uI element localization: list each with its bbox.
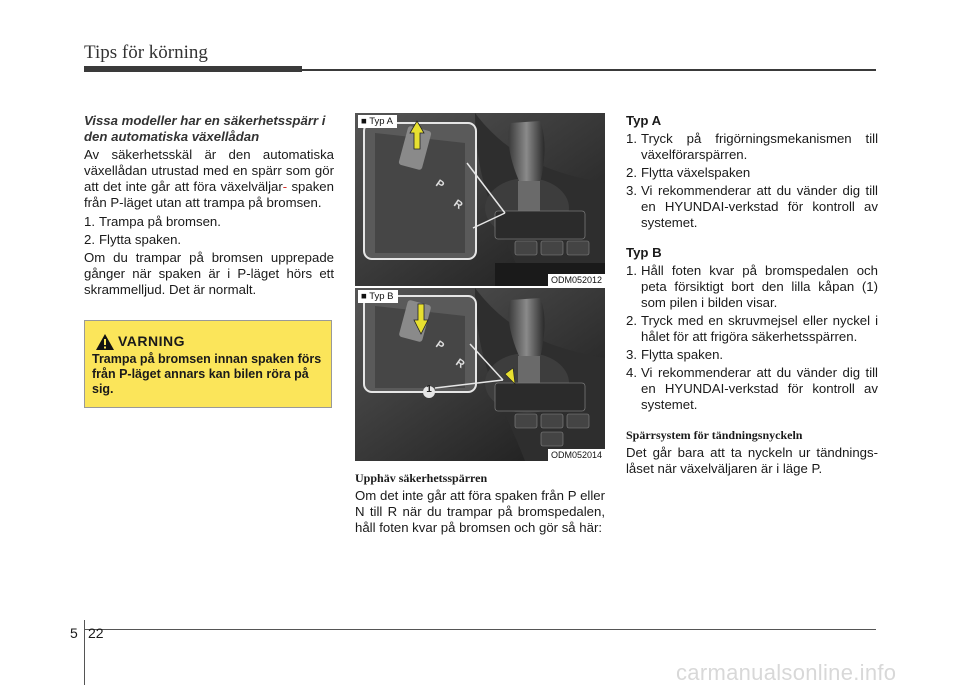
list-item <box>626 313 878 345</box>
body-paragraph: Om det inte går att föra spaken från P eller N till R när du trampar på bromspedalen, håll foten kvar på bromsen och gör så här: <box>355 488 605 535</box>
ignition-paragraph: Det går bara att ta nyckeln ur tändnings-låset när växelväljaren är i läge P. <box>626 445 878 476</box>
list-item <box>626 131 878 163</box>
list-item <box>84 232 334 248</box>
left-column <box>84 113 334 301</box>
list-item <box>626 263 878 311</box>
step-number: 2. <box>84 232 95 247</box>
step-text: Flytta spaken. <box>99 232 182 247</box>
step-number: 1. <box>626 263 637 278</box>
step-text: Vi rekommenderar att du vänder dig till en HYUNDAI-verkstad för kontroll av systemet. <box>641 183 878 230</box>
section-subheading: Vissa modeller har en säkerhetsspärr i den automatiska växellådan <box>84 113 326 144</box>
warning-title: VARNING <box>118 333 186 349</box>
middle-column <box>355 470 605 539</box>
figure-code: ODM052014 <box>548 449 605 461</box>
intro-paragraph-part1: Av säkerhetsskäl är den automatiska växellådan utrustad med en spärr som gör att det inte går att föra växelväljar <box>84 147 334 194</box>
list-item <box>626 347 878 363</box>
step-text: Håll foten kvar på bromspedalen och peta försiktigt bort den lilla kåpan (1) som pilen i bilden visar. <box>641 263 878 310</box>
header-rule-thin <box>302 69 876 71</box>
gear-shifter-illustration-a <box>355 113 605 286</box>
page-number: 22 <box>88 625 104 641</box>
gear-shifter-illustration-b <box>355 288 605 461</box>
figure-typ-b <box>355 288 605 461</box>
footer-divider-horizontal <box>84 629 876 630</box>
warning-text: Trampa på bromsen innan spaken förs från P-läget annars kan bilen röra på sig. <box>92 352 322 396</box>
warning-box <box>84 320 332 408</box>
step-number: 1. <box>626 131 637 146</box>
list-item <box>626 183 878 231</box>
step-text: Vi rekommenderar att du vänder dig till en HYUNDAI-verkstad för kontroll av systemet. <box>641 365 878 412</box>
figure-code: ODM052012 <box>548 274 605 286</box>
ignition-heading: Spärrsystem för tändningsnyckeln <box>626 428 803 442</box>
intro-paragraph-part2: spaken från P-läget utan att trampa på bromsen. <box>84 179 334 210</box>
chapter-number: 5 <box>70 625 78 641</box>
step-text: Trampa på bromsen. <box>99 214 221 229</box>
list-item <box>626 365 878 413</box>
step-number: 2. <box>626 313 637 328</box>
svg-text:R: R <box>453 356 467 372</box>
list-item <box>626 165 878 181</box>
typ-a-heading: Typ A <box>626 113 662 128</box>
watermark-text: carmanualsonline.info <box>676 660 897 685</box>
step-number: 2. <box>626 165 637 180</box>
step-number: 1. <box>84 214 95 229</box>
typ-b-heading: Typ B <box>626 245 662 260</box>
right-column <box>626 113 878 480</box>
step-number: 3. <box>626 183 637 198</box>
figure-label: ■ Typ A <box>358 115 397 128</box>
warning-triangle-icon <box>95 333 115 351</box>
step-text: Tryck på frigörningsmekanismen till växelförarspärren. <box>641 131 878 162</box>
svg-text:P: P <box>433 177 447 192</box>
header-rule-thick <box>84 66 302 72</box>
page-header-title: Tips för körning <box>84 42 208 63</box>
section-heading: Upphäv säkerhetsspärren <box>355 471 488 485</box>
callout-number: 1 <box>426 384 432 395</box>
svg-text:P: P <box>433 338 447 353</box>
list-item <box>84 214 334 230</box>
step-number: 4. <box>626 365 637 380</box>
step-text: Tryck med en skruvmejsel eller nyckel i hålet för att frigöra säkerhetsspärren. <box>641 313 878 344</box>
step-text: Flytta växelspaken <box>641 165 751 180</box>
step-number: 3. <box>626 347 637 362</box>
note-paragraph: Om du trampar på bromsen upprepade gånger när spaken är i P-läget hörs ett skrammelljud. Det är normalt. <box>84 250 334 297</box>
svg-text:R: R <box>451 197 465 213</box>
hyphen-mark: - <box>282 179 288 194</box>
figure-typ-a <box>355 113 605 286</box>
figure-label: ■ Typ B <box>358 290 398 303</box>
step-text: Flytta spaken. <box>641 347 724 362</box>
intro-paragraph <box>84 147 334 211</box>
